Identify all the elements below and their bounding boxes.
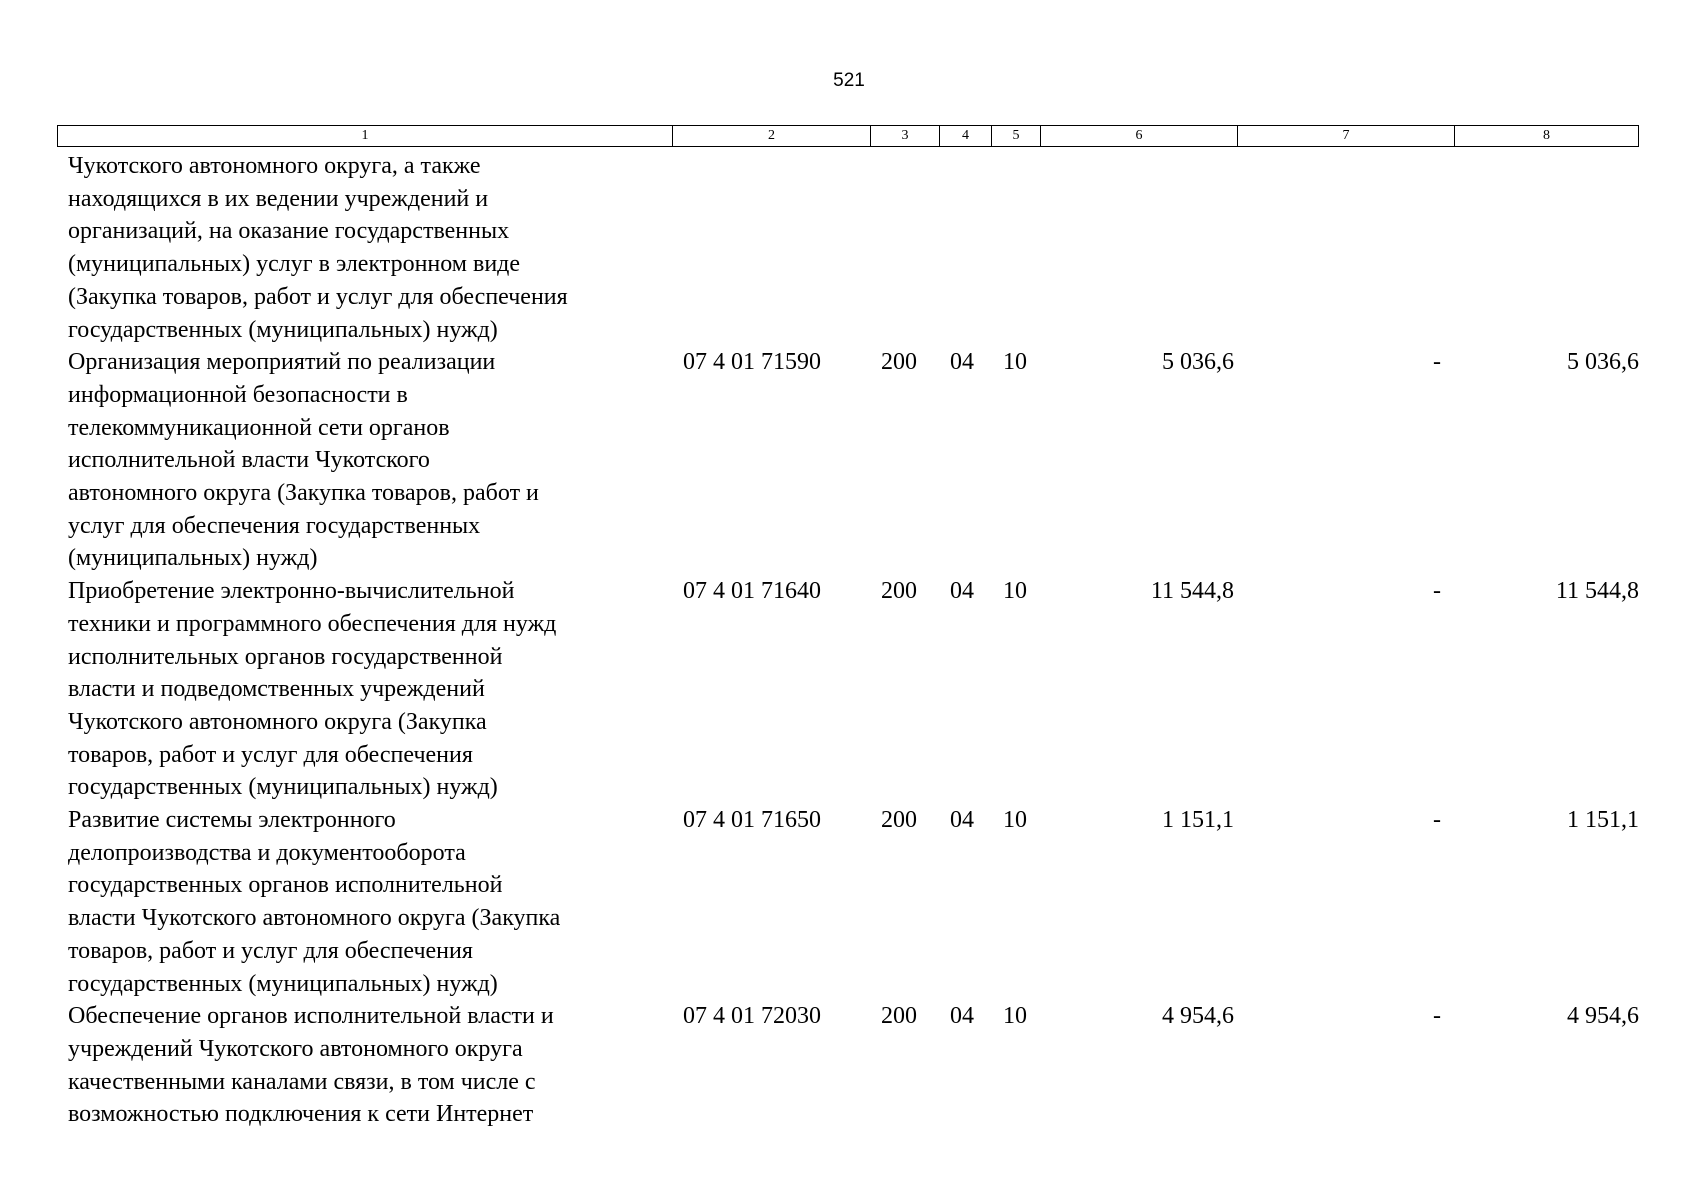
column-number-header	[57, 125, 1639, 147]
page-number: 521	[833, 70, 865, 91]
row-description: Развитие системы электронного делопроизводства и документооборота государственных органов исполнительной власти Чукотского автономного округа (Закупка товаров, работ и услуг для обеспечения государственных (муниципальных) нужд)	[68, 807, 561, 997]
header-col-2: 2	[673, 126, 871, 147]
header-col-7: 7	[1238, 126, 1455, 147]
expense-type: 200	[881, 1003, 917, 1030]
row-description: Чукотского автономного округа, а также находящихся в их ведении учреждений и организаций, на оказание государственных (муниципальных) услуг в электронном виде (Закупка товаров, работ и услуг для обеспечения государственных (муниципальных) нужд)	[68, 153, 568, 343]
expense-type: 200	[881, 578, 917, 605]
table-row	[57, 1000, 1649, 1131]
target-article-code: 07 4 01 71650	[683, 807, 821, 834]
total: 4 954,6	[1567, 1003, 1639, 1030]
change: -	[1433, 807, 1441, 834]
header-col-3: 3	[871, 126, 940, 147]
header-col-1: 1	[58, 126, 673, 147]
expense-type: 200	[881, 807, 917, 834]
subsection-code: 10	[1003, 1003, 1027, 1030]
expense-type: 200	[881, 349, 917, 376]
amount: 5 036,6	[1162, 349, 1234, 376]
total: 1 151,1	[1567, 807, 1639, 834]
target-article-code: 07 4 01 71640	[683, 578, 821, 605]
target-article-code: 07 4 01 72030	[683, 1003, 821, 1030]
amount: 11 544,8	[1150, 578, 1234, 605]
change: -	[1433, 349, 1441, 376]
amount: 4 954,6	[1162, 1003, 1234, 1030]
section-code: 04	[950, 807, 974, 834]
table-row	[57, 804, 1649, 1000]
section-code: 04	[950, 578, 974, 605]
section-code: 04	[950, 349, 974, 376]
subsection-code: 10	[1003, 807, 1027, 834]
row-description: Приобретение электронно-вычислительной техники и программного обеспечения для нужд исполнительных органов государственной власти и подведомственных учреждений Чукотского автономного округа (Закупка товаров, работ и услуг для обеспечения государственных (муниципальных) нужд)	[68, 578, 557, 801]
section-code: 04	[950, 1003, 974, 1030]
change: -	[1433, 578, 1441, 605]
target-article-code: 07 4 01 71590	[683, 349, 821, 376]
header-col-4: 4	[940, 126, 992, 147]
header-col-5: 5	[992, 126, 1041, 147]
table-row	[57, 575, 1649, 804]
total: 5 036,6	[1567, 349, 1639, 376]
row-description: Организация мероприятий по реализации информационной безопасности в телекоммуникационной сети органов исполнительной власти Чукотского автономного округа (Закупка товаров, работ и услуг для обеспечения государственных (муниципальных) нужд)	[68, 349, 539, 572]
change: -	[1433, 1003, 1441, 1030]
budget-table-body	[57, 150, 1649, 1131]
subsection-code: 10	[1003, 349, 1027, 376]
header-col-6: 6	[1041, 126, 1238, 147]
total: 11 544,8	[1555, 578, 1639, 605]
table-row	[57, 150, 1649, 346]
row-description: Обеспечение органов исполнительной власти и учреждений Чукотского автономного округа качественными каналами связи, в том числе с возможностью подключения к сети Интернет	[68, 1003, 554, 1128]
table-row	[57, 346, 1649, 575]
amount: 1 151,1	[1162, 807, 1234, 834]
header-col-8: 8	[1455, 126, 1639, 147]
subsection-code: 10	[1003, 578, 1027, 605]
